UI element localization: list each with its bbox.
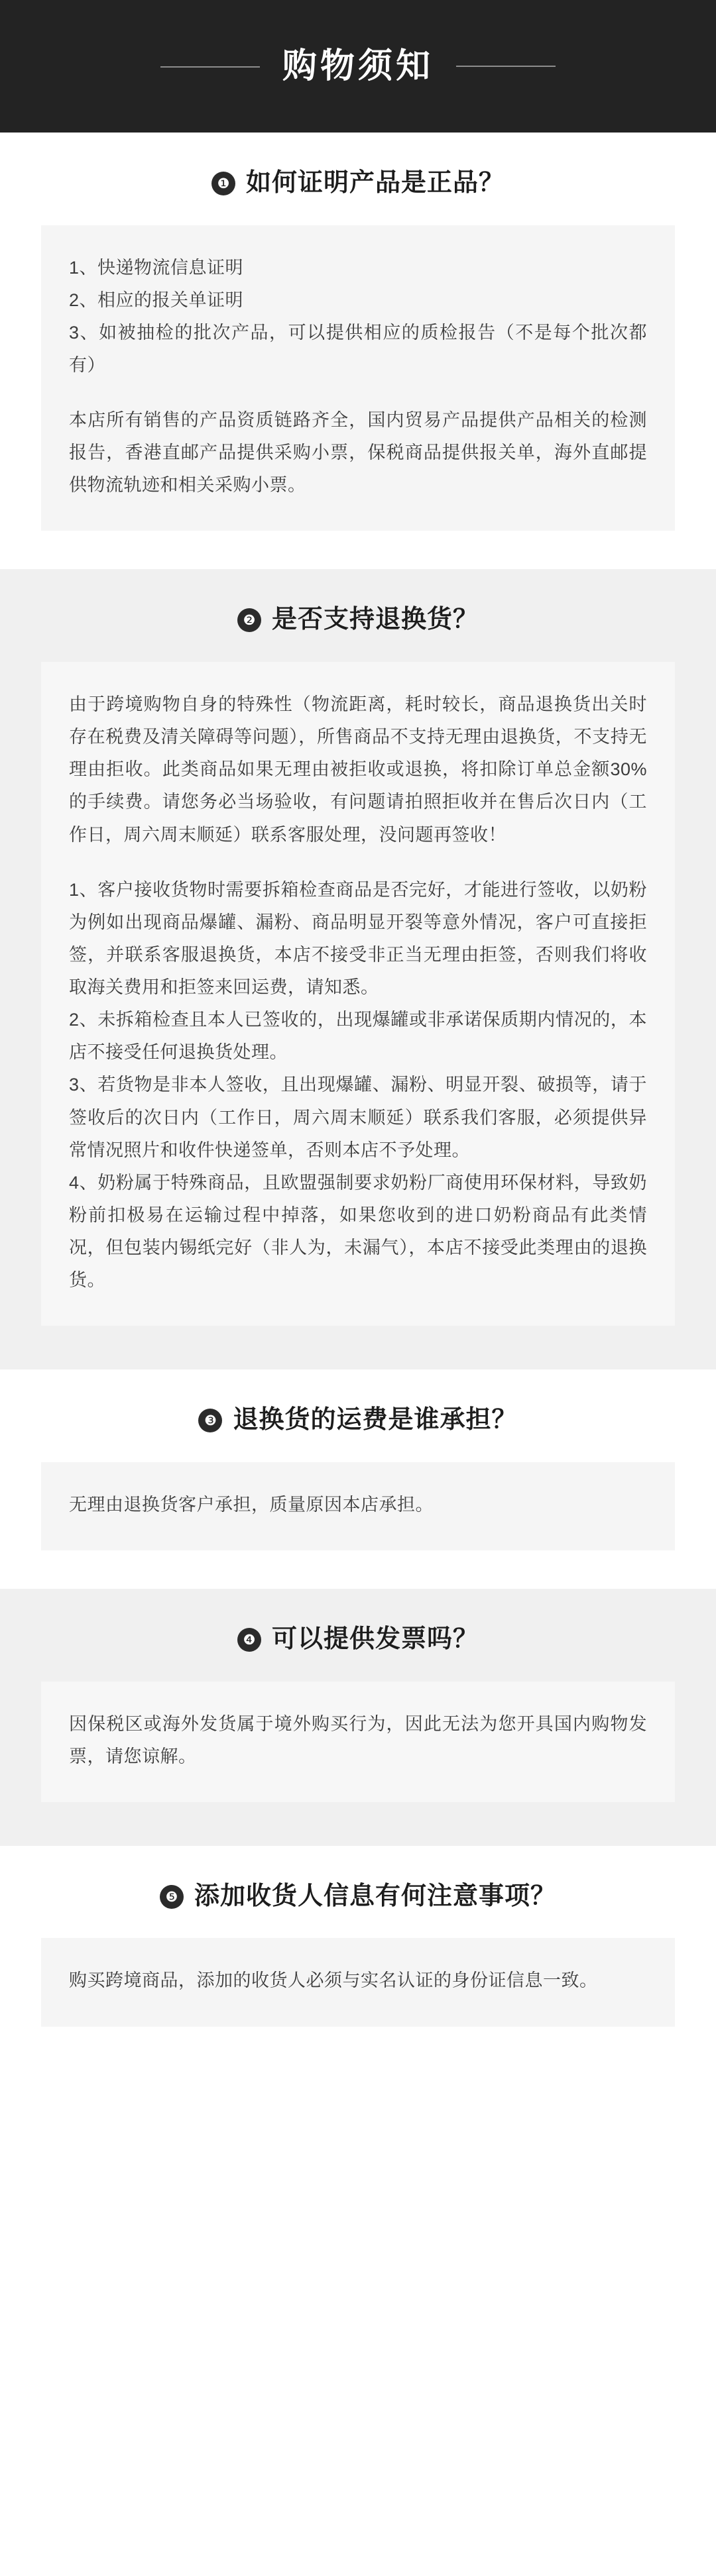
faq-question-title: 可以提供发票吗？ — [271, 1625, 479, 1654]
faq-answer-card — [41, 225, 675, 531]
faq-answer-paragraph: 1、客户接收货物时需要拆箱检查商品是否完好，才能进行签收，以奶粉为例如出现商品爆罐、漏粉、商品明显开裂等意外情况，客户可直接拒签，并联系客服退换货，本店不接受非正当无理由拒签，否则我们将收取海关费用和拒签来回运费，请知悉。 — [69, 879, 647, 998]
faq-answer-paragraph: 2、相应的报关单证明 — [69, 290, 244, 310]
faq-number-badge: ❺ — [160, 1885, 184, 1909]
faq-number-badge: ❶ — [211, 172, 235, 195]
faq-question-header — [41, 1625, 675, 1655]
faq-section — [0, 133, 716, 569]
faq-number-badge: ❷ — [237, 608, 261, 632]
page-banner — [0, 0, 716, 133]
faq-section-inner — [0, 1846, 716, 2065]
faq-answer-paragraph: 购买跨境商品，添加的收货人必须与实名认证的身份证信息一致。 — [69, 1970, 598, 1991]
faq-section — [0, 1846, 716, 2065]
faq-number-badge: ❸ — [198, 1409, 222, 1432]
faq-question-title: 添加收货人信息有何注意事项？ — [194, 1882, 556, 1910]
faq-question-header — [41, 1405, 675, 1436]
faq-question-title: 是否支持退换货？ — [271, 606, 479, 634]
faq-section-inner — [0, 569, 716, 1369]
faq-answer-paragraph: 因保税区或海外发货属于境外购买行为，因此无法为您开具国内购物发票，请您谅解。 — [69, 1713, 647, 1766]
faq-answer-paragraph: 2、未拆箱检查且本人已签收的，出现爆罐或非承诺保质期内情况的，本店不接受任何退换货处理。 — [69, 1010, 647, 1063]
faq-answer-card — [41, 1682, 675, 1802]
faq-section-inner — [0, 133, 716, 569]
faq-answer-paragraph: 3、若货物是非本人签收，且出现爆罐、漏粉、明显开裂、破损等，请于签收后的次日内（工作日，周六周末顺延）联系我们客服，必须提供异常情况照片和收件快递签单，否则本店不予处理。 — [69, 1075, 647, 1160]
faq-question-header — [41, 605, 675, 635]
faq-section-inner — [0, 1369, 716, 1589]
faq-section — [0, 569, 716, 1369]
faq-answer-paragraph: 3、如被抽检的批次产品，可以提供相应的质检报告（不是每个批次都有） — [69, 322, 647, 375]
faq-section-inner — [0, 1589, 716, 1846]
faq-answer-card — [41, 662, 675, 1326]
faq-question-header — [41, 168, 675, 199]
faq-section-list — [0, 133, 716, 2065]
faq-answer-card — [41, 1462, 675, 1550]
divider-left-icon — [160, 66, 260, 68]
faq-number-badge: ❹ — [237, 1628, 261, 1652]
page-title: 购物须知 — [282, 47, 434, 85]
faq-section — [0, 1369, 716, 1589]
faq-answer-paragraph: 由于跨境购物自身的特殊性（物流距离，耗时较长，商品退换货出关时存在税费及清关障碍等问题），所售商品不支持无理由退换货，不支持无理由拒收。此类商品如果无理由被拒收或退换，将扣除订单总金额30%的手续费。请您务必当场验收，有问题请拍照拒收并在售后次日内（工作日，周六周末顺延）联系客服处理，没问题再签收！ — [69, 694, 647, 845]
faq-question-header — [41, 1882, 675, 1912]
faq-section — [0, 1589, 716, 1846]
faq-question-title: 如何证明产品是正品？ — [245, 169, 505, 197]
faq-answer-paragraph: 1、快递物流信息证明 — [69, 257, 244, 278]
faq-question-title: 退换货的运费是谁承担？ — [233, 1406, 518, 1434]
faq-answer-paragraph: 无理由退换货客户承担，质量原因本店承担。 — [69, 1494, 434, 1515]
faq-answer-paragraph: 4、奶粉属于特殊商品，且欧盟强制要求奶粉厂商使用环保材料，导致奶粉前扣极易在运输过程中掉落，如果您收到的进口奶粉商品有此类情况，但包装内锡纸完好（非人为，未漏气），本店不接受此类理由的退换货。 — [69, 1172, 647, 1291]
faq-answer-paragraph: 本店所有销售的产品资质链路齐全，国内贸易产品提供产品相关的检测报告，香港直邮产品提供采购小票，保税商品提供报关单，海外直邮提供物流轨迹和相关采购小票。 — [69, 410, 647, 496]
divider-right-icon — [456, 66, 556, 67]
faq-answer-card — [41, 1938, 675, 2026]
